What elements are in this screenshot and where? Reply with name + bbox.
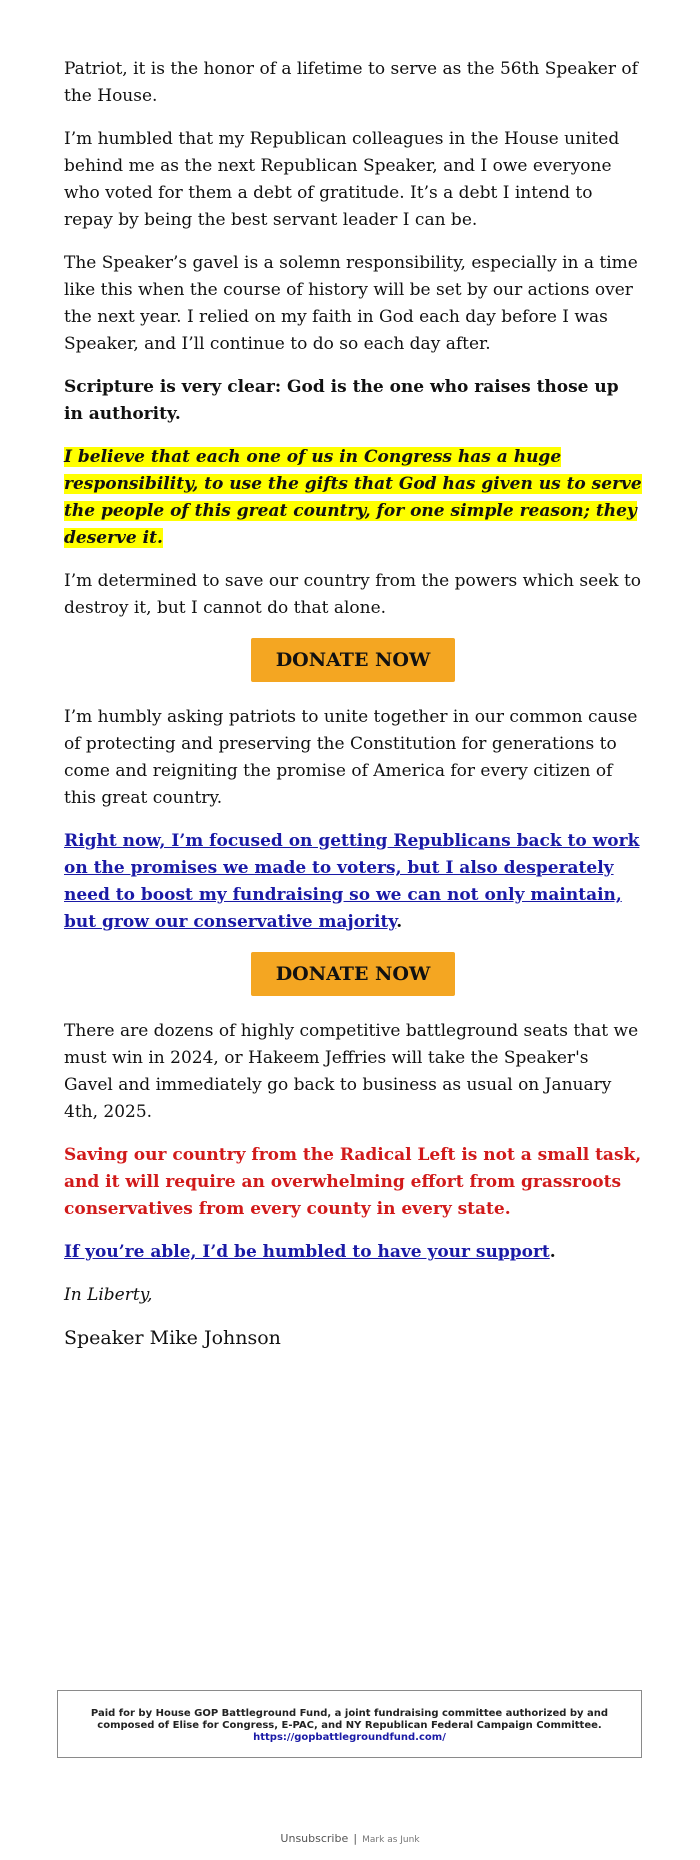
support-link[interactable]: If you’re able, I’d be humbled to have your support [64,1242,550,1262]
donate-row-1 [64,638,642,682]
fundraising-link[interactable]: Right now, I’m focused on getting Republicans back to work on the promises we made to voters, but I also desperately need to boost my fundraising so we can not only maintain, but grow our conservative majority [64,831,640,932]
support-paragraph [64,1239,642,1266]
footer-separator: | [353,1832,358,1845]
greeting-paragraph: Patriot, it is the honor of a lifetime to serve as the 56th Speaker of the House. [64,59,638,106]
support-period: . [549,1242,556,1262]
highlighted-paragraph [64,444,642,552]
highlighted-text: I believe that each one of us in Congress has a huge responsibility, to use the gifts that God has given us to serve the people of this great country, for one simple reason; they deserve it. [64,447,642,548]
gavel-paragraph: The Speaker’s gavel is a solemn responsibility, especially in a time like this when the course of history will be set by our actions over the next year. I relied on my faith in God each day before I was Speaker, and I’ll continue to do so each day after. [64,253,638,354]
website-link[interactable]: https://gopbattlegroundfund.com/ [253,1732,446,1743]
scripture-paragraph: Scripture is very clear: God is the one who raises those up in authority. [64,377,619,424]
asking-paragraph: I’m humbly asking patriots to unite together in our common cause of protecting and preserving the Constitution for generations to come and reigniting the promise of America for every citizen of this great country. [64,707,638,808]
fundraising-period: . [396,912,403,932]
radical-left-paragraph: Saving our country from the Radical Left is not a small task, and it will require an overwhelming effort from grassroots conservatives from every county in every state. [64,1145,642,1219]
disclaimer-box [57,1690,642,1758]
signature: Speaker Mike Johnson [64,1327,281,1349]
mark-as-junk-link[interactable]: Mark as Junk [362,1835,420,1845]
donate-row-2 [64,952,642,996]
donate-button-1[interactable]: DONATE NOW [251,638,455,682]
battleground-paragraph: There are dozens of highly competitive battleground seats that we must win in 2024, or Hakeem Jeffries will take the Speaker's Gavel and immediately go back to business as usual on January 4th, 2025. [64,1021,639,1122]
determined-paragraph: I’m determined to save our country from the powers which seek to destroy it, but I cannot do that alone. [64,571,642,618]
paid-for-text: Paid for by House GOP Battleground Fund, a joint fundraising committee authorized by and composed of Elise for Congress, E-PAC, and NY Republican Federal Campaign Committee. [90,1708,609,1731]
donate-button-2[interactable]: DONATE NOW [251,952,455,996]
fundraising-paragraph [64,828,642,936]
email-body [64,56,642,1368]
humbled-paragraph: I’m humbled that my Republican colleagues in the House united behind me as the next Republican Speaker, and I owe everyone who voted for them a debt of gratitude. It’s a debt I intend to repay by being the best servant leader I can be. [64,129,620,230]
unsubscribe-link[interactable]: Unsubscribe [280,1832,349,1845]
footer-links [0,1827,700,1846]
closing-line: In Liberty, [64,1285,153,1305]
